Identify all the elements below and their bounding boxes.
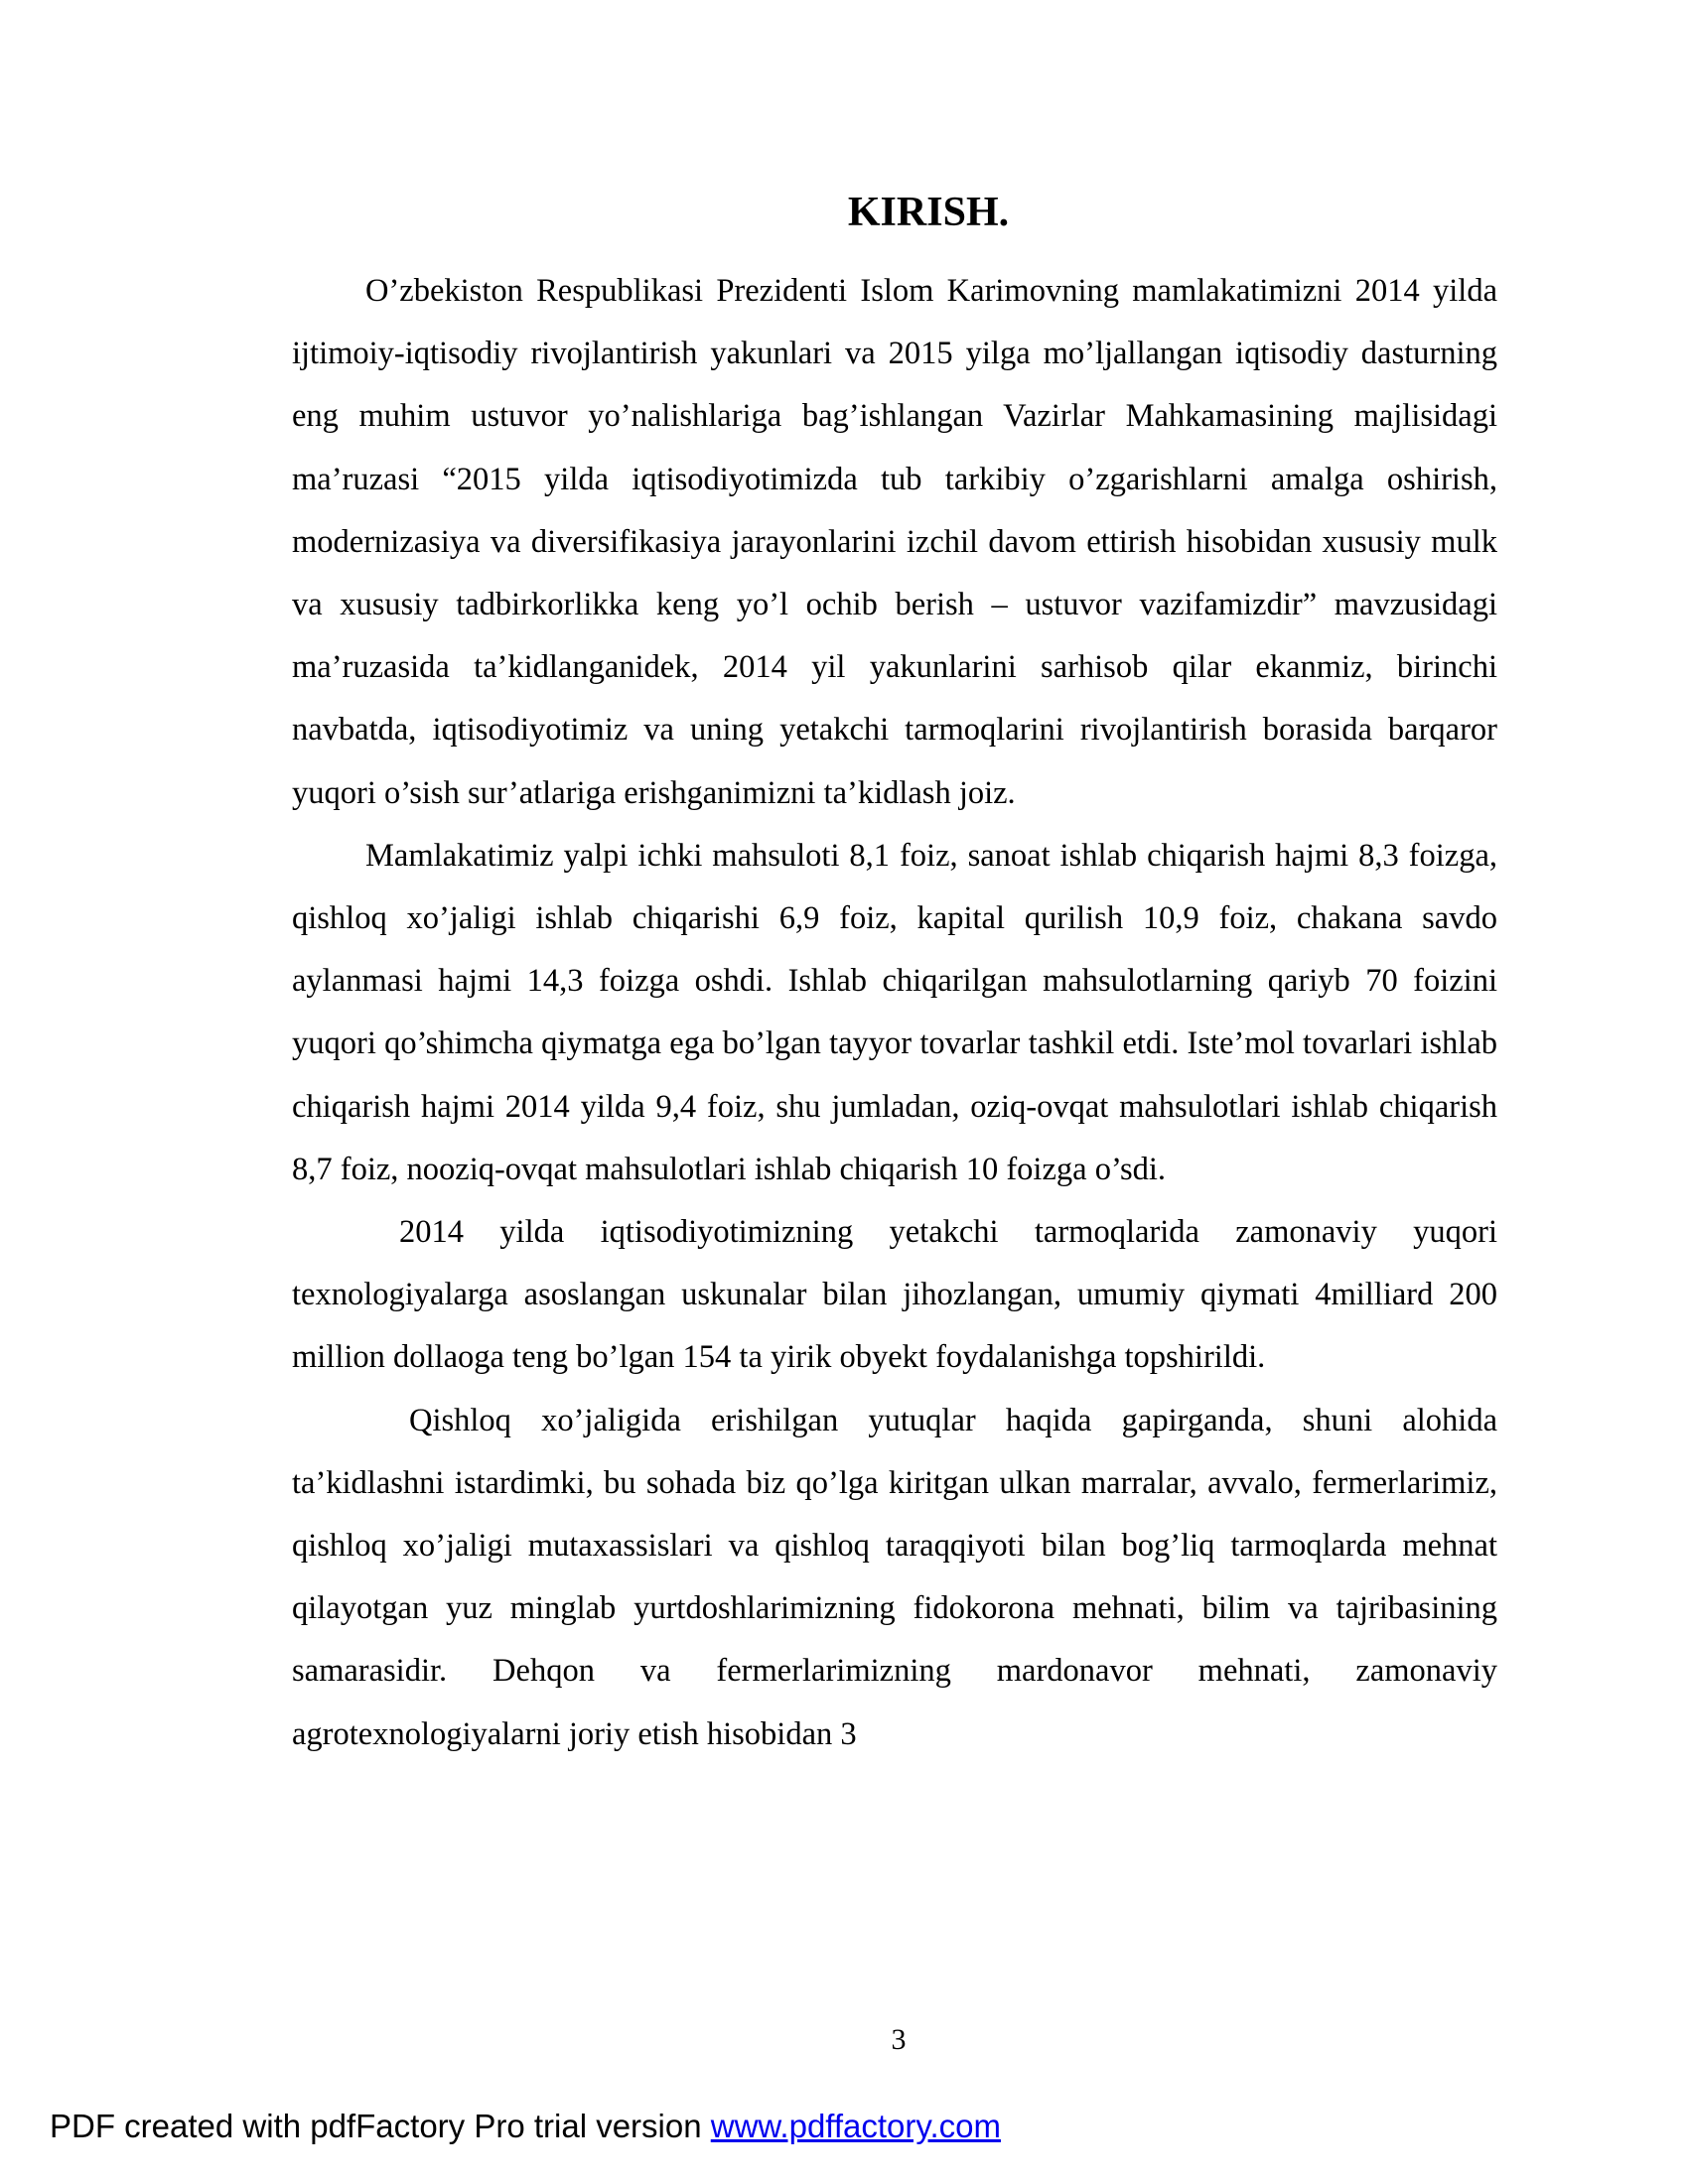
body-text bbox=[292, 260, 1497, 1766]
page-title: KIRISH. bbox=[847, 190, 1010, 235]
pdf-watermark-footer bbox=[50, 2107, 1001, 2146]
paragraph-1: O’zbekiston Respublikasi Prezidenti Islom Karimovning mamlakatimizni 2014 yilda ijtimoiy-iqtisodiy rivojlantirish yakunlari va 2015 yilga mo’ljallangan iqtisodiy dasturning eng muhim ustuvor yo’nalishlariga bag’ishlangan Vazirlar Mahkamasining majlisidagi ma’ruzasi “2015 yilda iqtisodiyotimizda tub tarkibiy o’zgarishlarni amalga oshirish, modernizasiya va diversifikasiya jarayonlarini izchil davom ettirish hisobidan xususiy mulk va xususiy tadbirkorlikka keng yo’l ochib berish – ustuvor vazifamizdir” mavzusidagi ma’ruzasida ta’kidlanganidek, 2014 yil yakunlarini sarhisob qilar ekanmiz, birinchi navbatda, iqtisodiyotimiz va uning yetakchi tarmoqlarini rivojlantirish borasida barqaror yuqori o’sish sur’atlariga erishganimizni ta’kidlash joiz. bbox=[292, 273, 1497, 811]
paragraph-4: Qishloq xo’jaligida erishilgan yutuqlar haqida gapirganda, shuni alohida ta’kidlashni istardimki, bu sohada biz qo’lga kiritgan ulkan marralar, avvalo, fermerlarimiz, qishloq xo’jaligi mutaxassislari va qishloq taraqqiyoti bilan bog’liq tarmoqlarda mehnat qilayotgan yuz minglab yurtdoshlarimizning fidokorona mehnati, bilim va tajribasining samarasidir. Dehqon va fermerlarimizning mardonavor mehnati, zamonaviy agrotexnologiyalarni joriy etish hisobidan 3 bbox=[292, 1402, 1497, 1752]
pdffactory-link[interactable]: www.pdffactory.com bbox=[710, 2108, 1001, 2144]
page-number: 3 bbox=[891, 2023, 907, 2056]
footer-prefix-text: PDF created with pdfFactory Pro trial version bbox=[50, 2108, 711, 2144]
paragraph-3: 2014 yilda iqtisodiyotimizning yetakchi tarmoqlarida zamonaviy yuqori texnologiyalarga asoslangan uskunalar bilan jihozlangan, umumiy qiymati 4milliard 200 million dollaoga teng bo’lgan 154 ta yirik obyekt foydalanishga topshirildi. bbox=[292, 1214, 1497, 1376]
paragraph-2: Mamlakatimiz yalpi ichki mahsuloti 8,1 foiz, sanoat ishlab chiqarish hajmi 8,3 foizga, qishloq xo’jaligi ishlab chiqarishi 6,9 foiz, kapital qurilish 10,9 foiz, chakana savdo aylanmasi hajmi 14,3 foizga oshdi. Ishlab chiqarilgan mahsulotlarning qariyb 70 foizini yuqori qo’shimcha qiymatga ega bo’lgan tayyor tovarlar tashkil etdi. Iste’mol tovarlari ishlab chiqarish hajmi 2014 yilda 9,4 foiz, shu jumladan, oziq-ovqat mahsulotlari ishlab chiqarish 8,7 foiz, nooziq-ovqat mahsulotlari ishlab chiqarish 10 foizga o’sdi. bbox=[292, 837, 1497, 1187]
